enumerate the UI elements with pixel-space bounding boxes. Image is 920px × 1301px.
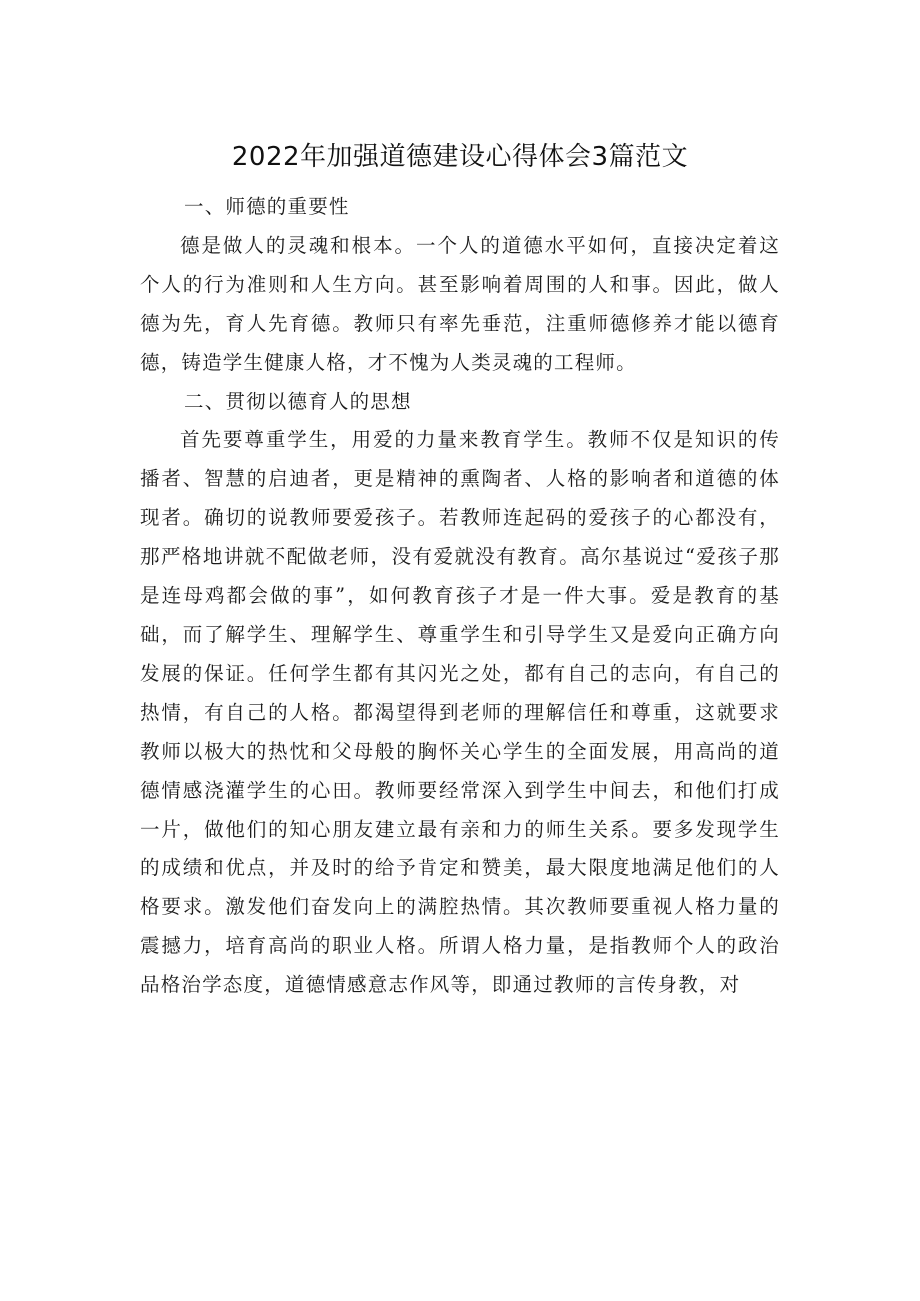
- section-paragraph: 德是做人的灵魂和根本。一个人的道德水平如何，直接决定着这个人的行为准则和人生方向。甚至影响着周围的人和事。因此，做人德为先，育人先育德。教师只有率先垂范，注重师德修养才能以德育德，铸造学生健康人格，才不愧为人类灵魂的工程师。: [140, 233, 780, 374]
- document-title: 2022年加强道德建设心得体会3篇范文: [231, 142, 689, 172]
- section-paragraph: 首先要尊重学生，用爱的力量来教育学生。教师不仅是知识的传播者、智慧的启迪者，更是精神的熏陶者、人格的影响者和道德的体现者。确切的说教师要爱孩子。若教师连起码的爱孩子的心都没有，那严格地讲就不配做老师，没有爱就没有教育。高尔基说过“爱孩子那是连母鸡都会做的事”，如何教育孩子才是一件大事。爱是教育的基础，而了解学生、理解学生、尊重学生和引导学生又是爱向正确方向发展的保证。任何学生都有其闪光之处，都有自己的志向，有自己的热情，有自己的人格。都渴望得到老师的理解信任和尊重，这就要求教师以极大的热忱和父母般的胸怀关心学生的全面发展，用高尚的道德情感浇灌学生的心田。教师要经常深入到学生中间去，和他们打成一片，做他们的知心朋友建立最有亲和力的师生关系。要多发现学生的成绩和优点，并及时的给予肯定和赞美，最大限度地满足他们的人格要求。激发他们奋发向上的满腔热情。其次教师要重视人格力量的震撼力，培育高尚的职业人格。所谓人格力量，是指教师个人的政治品格治学态度，道德情感意志作风等，即通过教师的言传身教，对: [140, 428, 780, 997]
- document-body: [140, 188, 780, 1005]
- section-heading: 二、贯彻以德育人的思想: [184, 389, 412, 413]
- section-heading: 一、师德的重要性: [184, 195, 350, 218]
